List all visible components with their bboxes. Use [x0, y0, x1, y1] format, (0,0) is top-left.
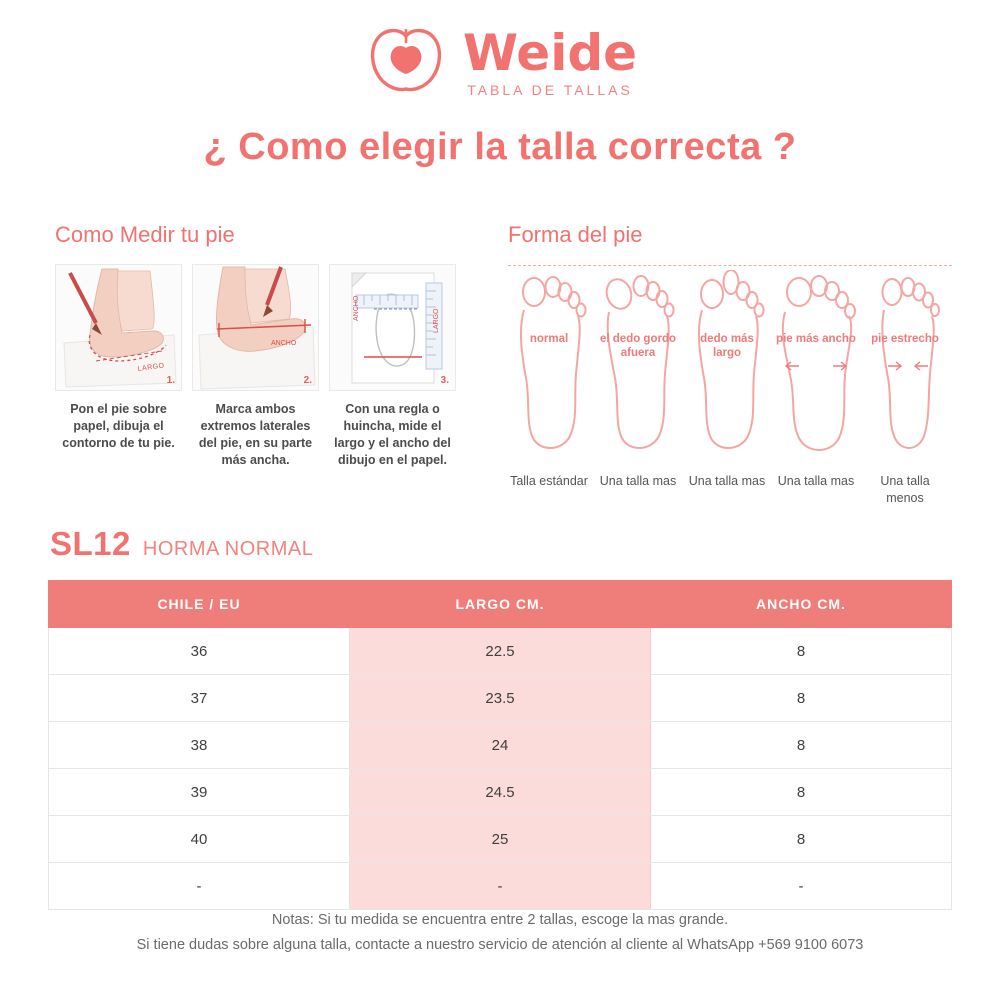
foot-shape-item-2 [686, 270, 768, 507]
table-row [49, 722, 952, 769]
foot-shape-label-2: dedo más largo [700, 333, 754, 360]
foot-narrow-icon [864, 270, 946, 465]
table-header-row [49, 581, 952, 628]
cell-ancho: 8 [651, 722, 952, 769]
measure-step-3 [329, 264, 456, 469]
foot-shape-label-0: normal [529, 333, 569, 345]
note-line-1: Notas: Si tu medida se encuentra entre 2 tallas, escoge la mas grande. [271, 912, 729, 928]
foot-shape-caption-2: Una talla mas [688, 474, 766, 488]
foot-shape-item-1 [597, 270, 679, 507]
foot-shape-divider [508, 265, 952, 266]
foot-shape-label-1: el dedo gordo afuera [599, 333, 677, 360]
cell-largo: 22.5 [350, 628, 651, 675]
measure-step-1 [55, 264, 182, 469]
foot-normal-icon [508, 270, 590, 465]
cell-ancho: 8 [651, 769, 952, 816]
measure-step-2 [192, 264, 319, 469]
table-row [49, 816, 952, 863]
cell-largo: 24.5 [350, 769, 651, 816]
model-type: HORMA NORMAL [142, 538, 314, 560]
brand-tagline: TABLA DE TALLAS [467, 82, 633, 98]
cell-ancho: 8 [651, 628, 952, 675]
cell-largo: 25 [350, 816, 651, 863]
table-row [49, 675, 952, 722]
cell-size: 37 [49, 675, 350, 722]
cell-ancho: 8 [651, 675, 952, 722]
cell-largo: - [350, 863, 651, 910]
foot-shape-caption-0: Talla estándar [510, 474, 588, 488]
cell-size: 38 [49, 722, 350, 769]
table-row [49, 769, 952, 816]
table-header-largo: LARGO CM. [350, 581, 651, 628]
how-to-measure-section [55, 222, 460, 469]
foot-shape-item-3 [775, 270, 857, 507]
foot-big-toe-out-icon [597, 270, 679, 465]
step-caption-2: Marca ambos extremos laterales del pie, en su parte más ancha. [198, 402, 313, 467]
foot-shape-item-0 [508, 270, 590, 507]
foot-shape-caption-4: Una talla menos [880, 474, 930, 505]
foot-shape-item-4 [864, 270, 946, 507]
svg-text:LARGO: LARGO [433, 308, 440, 333]
foot-shape-label-4: pie estrecho [871, 333, 939, 345]
foot-long-toe-icon [686, 270, 768, 465]
weide-butterfly-logo-icon [363, 26, 449, 98]
cell-largo: 23.5 [350, 675, 651, 722]
brand-name: Weide [462, 24, 638, 82]
table-header-chile-eu: CHILE / EU [49, 581, 350, 628]
foot-wide-icon [775, 270, 857, 465]
cell-ancho: - [651, 863, 952, 910]
table-row [49, 628, 952, 675]
page-title: ¿ Como elegir la talla correcta ? [203, 126, 797, 168]
foot-shape-caption-3: Una talla mas [777, 474, 855, 488]
cell-largo: 24 [350, 722, 651, 769]
size-table [48, 580, 952, 910]
svg-text:LARGO: LARGO [137, 362, 166, 373]
cell-size: 36 [49, 628, 350, 675]
step-caption-1: Pon el pie sobre papel, dibuja el contorno de tu pie. [62, 402, 175, 450]
foot-outline-trace-illustration-icon [55, 264, 182, 391]
step-caption-3: Con una regla o huincha, mide el largo y el ancho del dibujo en el papel. [334, 402, 451, 467]
foot-shape-heading: Forma del pie [508, 222, 643, 247]
step-number-2: 2. [303, 375, 312, 386]
foot-shape-caption-1: Una talla mas [599, 474, 677, 488]
foot-width-mark-illustration-icon [192, 264, 319, 391]
cell-size: - [49, 863, 350, 910]
cell-ancho: 8 [651, 816, 952, 863]
how-to-measure-heading: Como Medir tu pie [55, 222, 235, 247]
brand-header [0, 0, 1000, 98]
model-code: SL12 [50, 525, 131, 562]
cell-size: 40 [49, 816, 350, 863]
svg-text:ANCHO: ANCHO [353, 295, 360, 321]
svg-text:ANCHO: ANCHO [271, 340, 297, 347]
table-row [49, 863, 952, 910]
step-number-3: 3. [440, 375, 449, 386]
note-line-2: Si tiene dudas sobre alguna talla, contacte a nuestro servicio de atención al cliente al WhatsApp +569 9100 6073 [136, 936, 864, 953]
notes-block [0, 908, 1000, 957]
ruler-measure-paper-illustration-icon [329, 264, 456, 391]
table-header-ancho: ANCHO CM. [651, 581, 952, 628]
step-number-1: 1. [166, 375, 175, 386]
cell-size: 39 [49, 769, 350, 816]
model-heading [50, 525, 313, 563]
foot-shape-label-3: pie más ancho [776, 333, 856, 345]
